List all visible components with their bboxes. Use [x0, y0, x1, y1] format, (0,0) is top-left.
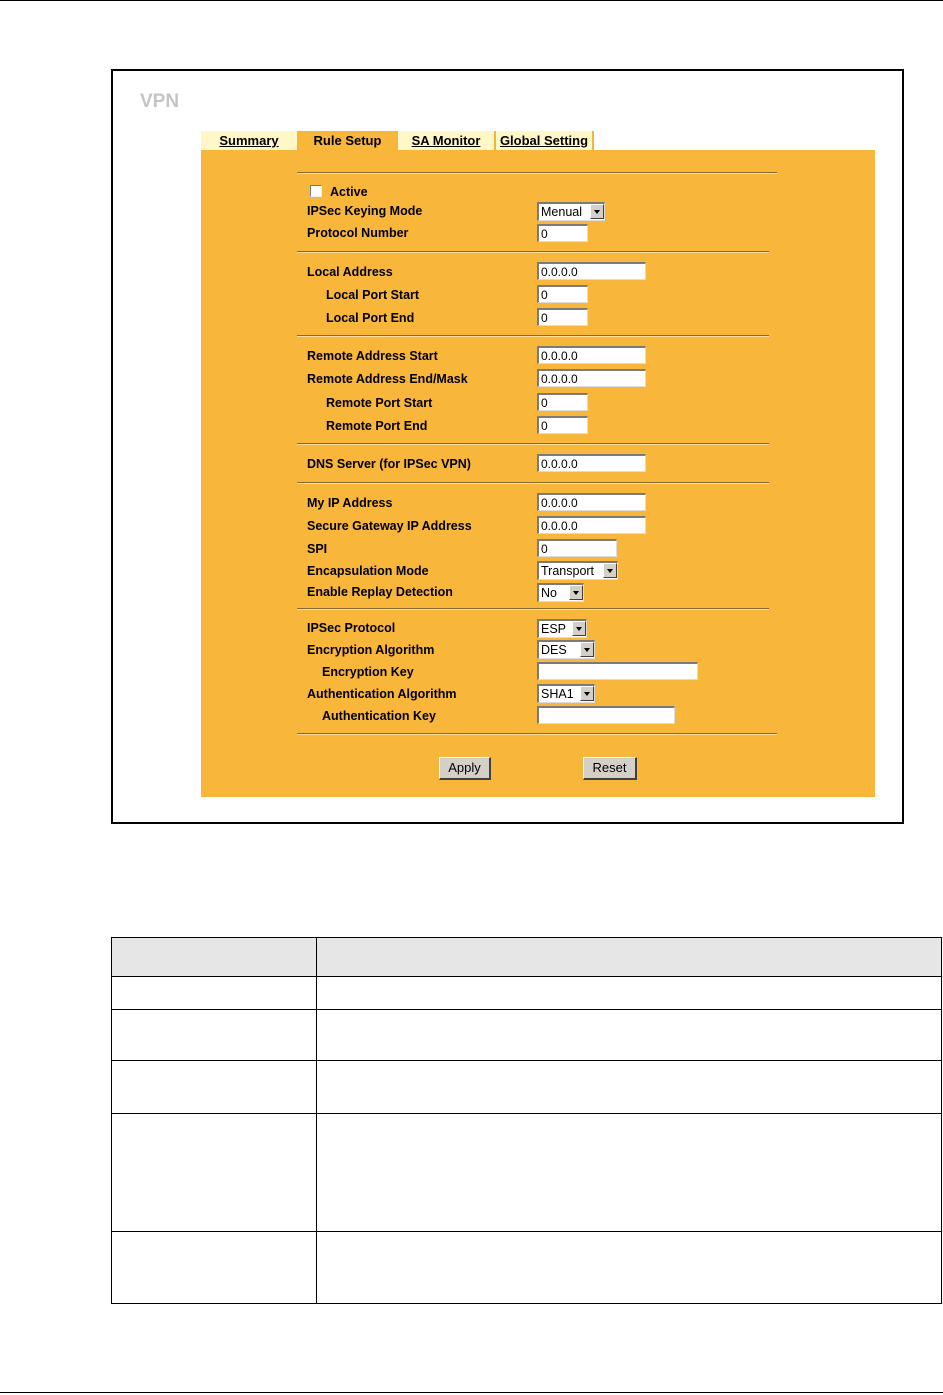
chevron-down-icon — [580, 686, 594, 701]
ipsec-protocol-value: ESP — [541, 622, 567, 636]
chevron-down-icon — [580, 642, 594, 657]
encapsulation-mode-label: Encapsulation Mode — [307, 564, 429, 578]
table-cell — [112, 1010, 317, 1061]
authentication-key-input[interactable] — [537, 706, 675, 724]
local-port-end-input[interactable]: 0 — [537, 308, 588, 326]
table-cell — [317, 1010, 942, 1061]
table-row — [112, 1010, 942, 1061]
ipsec-protocol-label: IPSec Protocol — [307, 621, 396, 635]
description-table — [111, 937, 942, 1304]
page-top-rule — [0, 0, 943, 1]
table-row — [112, 977, 942, 1010]
remote-address-start-input[interactable]: 0.0.0.0 — [537, 346, 646, 364]
table-header-cell — [112, 938, 317, 977]
remote-port-start-label: Remote Port Start — [326, 396, 433, 410]
remote-port-start-input[interactable]: 0 — [537, 393, 588, 411]
tab-sa-monitor[interactable]: SA Monitor — [398, 131, 496, 150]
page-title: VPN — [140, 91, 180, 112]
chevron-down-icon — [572, 621, 586, 636]
tab-bar — [201, 131, 596, 150]
table-header-row — [112, 938, 942, 977]
my-ip-label: My IP Address — [307, 496, 393, 510]
my-ip-input[interactable]: 0.0.0.0 — [537, 493, 646, 511]
local-port-end-label: Local Port End — [326, 311, 415, 325]
local-port-start-label: Local Port Start — [326, 288, 420, 302]
table-row — [112, 1232, 942, 1304]
separator — [297, 608, 769, 610]
remote-address-end-input[interactable]: 0.0.0.0 — [537, 369, 646, 387]
table-cell — [317, 977, 942, 1010]
separator — [297, 335, 769, 337]
table-cell — [317, 1114, 942, 1232]
keying-mode-select[interactable] — [537, 202, 605, 221]
table-header-cell — [317, 938, 942, 977]
encapsulation-mode-select[interactable] — [537, 561, 618, 580]
chevron-down-icon — [569, 585, 583, 600]
chevron-down-icon — [590, 204, 604, 219]
apply-button[interactable]: Apply — [439, 757, 491, 780]
local-port-start-input[interactable]: 0 — [537, 285, 588, 303]
separator — [297, 443, 769, 445]
encryption-algorithm-label: Encryption Algorithm — [307, 643, 435, 657]
encryption-key-label: Encryption Key — [322, 665, 414, 679]
separator — [297, 733, 777, 735]
rule-setup-panel — [201, 150, 875, 797]
protocol-number-input[interactable]: 0 — [537, 224, 588, 242]
ipsec-protocol-select[interactable] — [537, 619, 587, 638]
page-bottom-rule — [0, 1392, 943, 1393]
table-cell — [112, 977, 317, 1010]
remote-address-end-label: Remote Address End/Mask — [307, 372, 468, 386]
table-cell — [317, 1061, 942, 1114]
keying-mode-label: IPSec Keying Mode — [307, 204, 423, 218]
remote-address-start-label: Remote Address Start — [307, 349, 438, 363]
replay-detection-label: Enable Replay Detection — [307, 585, 453, 599]
replay-detection-value: No — [541, 586, 557, 600]
table-cell — [317, 1232, 942, 1304]
local-address-input[interactable]: 0.0.0.0 — [537, 262, 646, 280]
authentication-key-label: Authentication Key — [322, 709, 436, 723]
local-address-label: Local Address — [307, 265, 393, 279]
secure-gateway-label: Secure Gateway IP Address — [307, 519, 472, 533]
tab-summary[interactable]: Summary — [201, 131, 299, 150]
authentication-algorithm-value: SHA1 — [541, 687, 574, 701]
table-cell — [112, 1114, 317, 1232]
table-cell — [112, 1232, 317, 1304]
encryption-algorithm-select[interactable] — [537, 640, 595, 659]
encapsulation-mode-value: Transport — [541, 564, 595, 578]
separator — [297, 251, 769, 253]
spi-label: SPI — [307, 542, 328, 556]
tab-global-setting[interactable]: Global Setting — [496, 131, 594, 150]
tab-rule-setup[interactable]: Rule Setup — [299, 131, 398, 150]
spi-input[interactable]: 0 — [537, 539, 617, 557]
dns-server-label: DNS Server (for IPSec VPN) — [307, 457, 471, 471]
chevron-down-icon — [603, 563, 617, 578]
table-cell — [112, 1061, 317, 1114]
reset-button[interactable]: Reset — [583, 757, 637, 780]
keying-mode-value: Menual — [541, 205, 582, 219]
remote-port-end-input[interactable]: 0 — [537, 416, 588, 434]
table-row — [112, 1114, 942, 1232]
active-checkbox[interactable] — [310, 185, 322, 197]
protocol-number-label: Protocol Number — [307, 226, 409, 240]
separator — [297, 172, 777, 174]
dns-server-input[interactable]: 0.0.0.0 — [537, 454, 646, 472]
secure-gateway-input[interactable]: 0.0.0.0 — [537, 516, 646, 534]
encryption-algorithm-value: DES — [541, 643, 567, 657]
encryption-key-input[interactable] — [537, 662, 698, 680]
separator — [297, 482, 769, 484]
authentication-algorithm-label: Authentication Algorithm — [307, 687, 457, 701]
authentication-algorithm-select[interactable] — [537, 684, 595, 703]
remote-port-end-label: Remote Port End — [326, 419, 428, 433]
replay-detection-select[interactable] — [537, 583, 584, 602]
table-row — [112, 1061, 942, 1114]
active-label: Active — [330, 185, 368, 199]
